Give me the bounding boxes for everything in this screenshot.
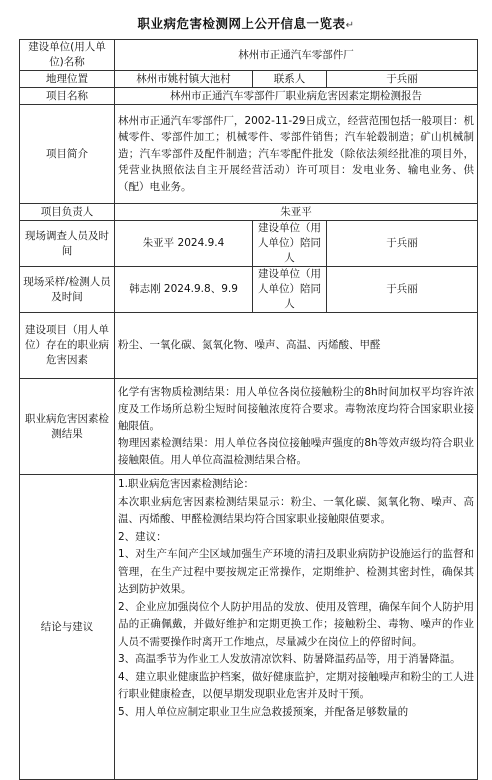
intro-label: 项目简介: [20, 105, 115, 204]
document-title: [0, 14, 492, 32]
sampling-label: 现场采样/检测人员及时间: [20, 267, 115, 313]
row-survey: [20, 221, 478, 267]
location-label: 地理位置: [20, 71, 115, 88]
row-unit: [20, 40, 478, 71]
row-result: [20, 379, 478, 475]
conclusion-line: 1、对生产车间产尘区域加强生产环境的清扫及职业病防护设施运行的监督和管理，在生产过程中要按规定正常操作，定期维护、检测其密封性，确保其达到防护效果。: [118, 548, 475, 595]
project-name-label: 项目名称: [20, 88, 115, 105]
survey-value: 朱亚平 2024.9.4: [115, 221, 253, 267]
hazard-value: 粉尘、一氧化碳、氮氧化物、噪声、高温、丙烯酸、甲醛: [115, 313, 478, 379]
conclusion-line: 4、建立职业健康监护档案，做好健康监护，定期对接触噪声和粉尘的工人进行职业健康检查，以便早期发现职业危害并及时干预。: [118, 670, 475, 700]
conclusion-text: [118, 475, 474, 721]
conclusion-line: 5、用人单位应制定职业卫生应急救援预案，并配备足够数量的: [118, 705, 409, 718]
sampling-escort-value: 于兵丽: [327, 267, 478, 313]
intro-value: 林州市正通汽车零部件厂，2002-11-29日成立，经营范围包括一般项目：机械零件、零部件加工；机械零件、零部件销售；汽车轮毂制造；矿山机械制造；汽车零部件及配件制造；汽车零配件批发（除依法须经批准的项目外，凭营业执照依法自主开展经营活动）许可项目：发电业务、输电业务、供（配）电业务。: [115, 105, 478, 204]
unit-label: 建设单位(用人单位)名称: [20, 40, 115, 71]
result-cell: [115, 379, 478, 475]
conclusion-line: 2、企业应加强岗位个人防护用品的发放、使用及管理，确保车间个人防护用品的正确佩戴，并做好维护和定期更换工作；接触粉尘、毒物、噪声的作业人员不需要操作时离开工作地点，尽量减少在岗位上的停留时间。: [118, 600, 475, 648]
sampling-value: 韩志刚 2024.9.8、9.9: [115, 267, 253, 313]
row-intro: [20, 105, 478, 204]
leader-label: 项目负责人: [20, 204, 115, 221]
row-location: [20, 71, 478, 88]
result-chem: 化学有害物质检测结果：用人单位各岗位接触粉尘的8h时间加权平均容许浓度及工作场所总粉尘短时间接触浓度符合要求。毒物浓度均符合国家职业接触限值。: [118, 386, 475, 432]
conclusion-line: 1.职业病危害因素检测结论：: [118, 478, 255, 490]
contact-value: 于兵丽: [327, 71, 478, 88]
info-table: [19, 39, 478, 780]
row-project-name: [20, 88, 478, 105]
title-text: 职业病危害检测网上公开信息一览表: [137, 16, 346, 31]
row-conclusion: [20, 475, 478, 780]
row-leader: [20, 204, 478, 221]
project-name-value: 林州市正通汽车零部件厂职业病危害因素定期检测报告: [115, 88, 478, 105]
hazard-label: 建设项目（用人单位）存在的职业病危害因素: [20, 313, 115, 379]
conclusion-label: 结论与建议: [20, 475, 115, 780]
unit-value: 林州市正通汽车零部件厂: [115, 40, 478, 71]
conclusion-line: 2、建议：: [118, 530, 167, 543]
result-label: 职业病危害因素检测结果: [20, 379, 115, 475]
conclusion-line: 3、高温季节为作业工人发放清凉饮料、防暑降温药品等，用于消暑降温。: [118, 653, 461, 665]
survey-escort-label: 建设单位（用人单位）陪同人: [253, 221, 327, 267]
result-phys: 物理因素检测结果：用人单位各岗位接触噪声强度的8h等效声级均符合职业接触限值。用人单位高温检测结果合格。: [118, 437, 475, 466]
survey-escort-value: 于兵丽: [327, 221, 478, 267]
conclusion-line: 本次职业病危害因素检测结果显示：粉尘、一氧化碳、氮氧化物、噪声、高温、丙烯酸、甲醛检测结果均符合国家职业接触限值要求。: [118, 495, 475, 525]
conclusion-cell: [115, 475, 478, 780]
row-sampling: [20, 267, 478, 313]
survey-label: 现场调查人员及时间: [20, 221, 115, 267]
paragraph-mark-icon: ↵: [345, 20, 355, 31]
contact-label: 联系人: [253, 71, 327, 88]
row-hazard: [20, 313, 478, 379]
location-value: 林州市姚村镇大池村: [115, 71, 253, 88]
leader-value: 朱亚平: [115, 204, 478, 221]
sampling-escort-label: 建设单位（用人单位）陪同人: [253, 267, 327, 313]
